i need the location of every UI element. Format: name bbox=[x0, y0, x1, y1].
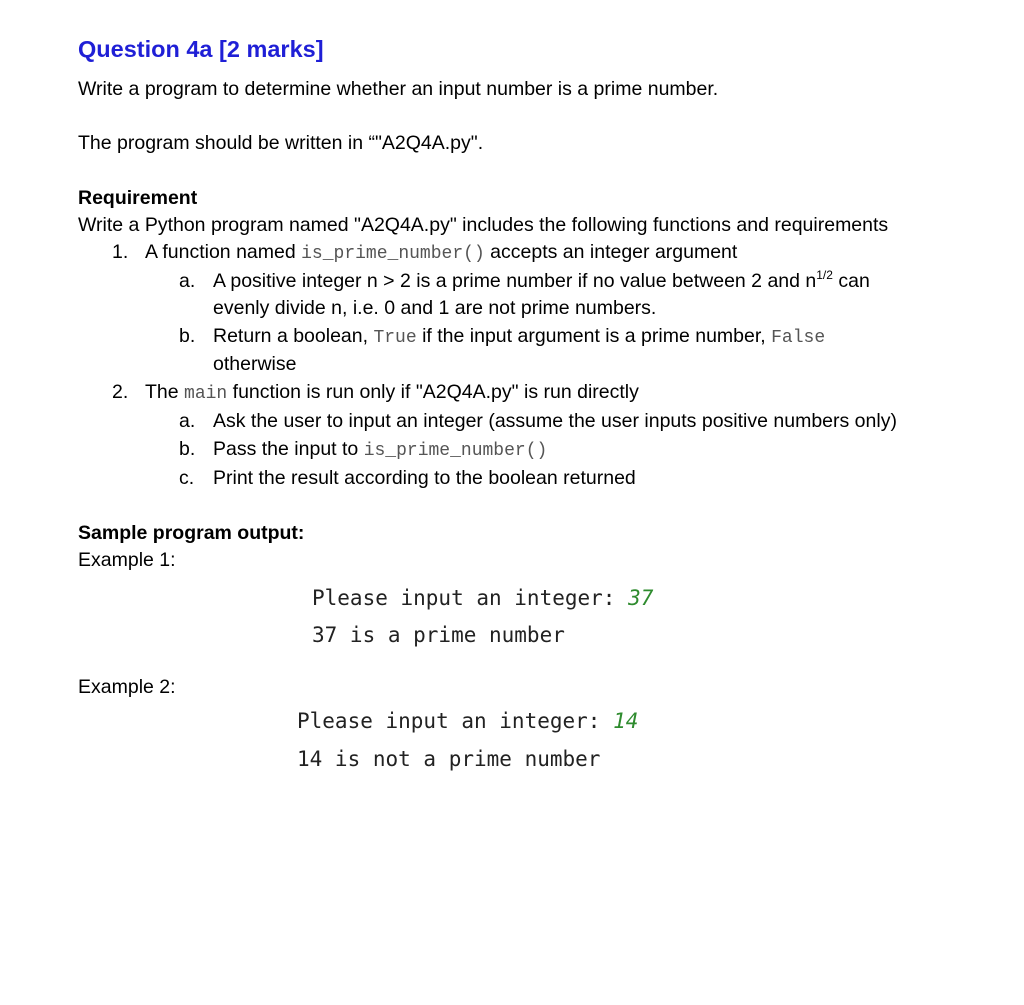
sub-item-text: Return a boolean, bbox=[213, 325, 369, 347]
list-item-text: accepts an integer argument bbox=[490, 241, 738, 263]
list-item-1 bbox=[112, 241, 737, 264]
console-line-result: 37 is a prime number bbox=[312, 623, 565, 647]
question-title: Question 4a [2 marks] bbox=[78, 36, 324, 62]
console-prompt: Please input an integer: bbox=[312, 586, 629, 610]
sub-item-text: A positive integer n > 2 is a prime number if no value between 2 and n bbox=[213, 270, 817, 292]
code-true: True bbox=[373, 328, 417, 348]
sub-item-text: if the input argument is a prime number, bbox=[422, 325, 766, 347]
list-marker: a. bbox=[179, 270, 196, 292]
sub-item-text: Ask the user to input an integer (assume the user inputs positive numbers only) bbox=[213, 410, 897, 432]
list-marker: c. bbox=[179, 467, 195, 489]
console-input: 14 bbox=[613, 709, 639, 733]
intro-text: Write a program to determine whether an input number is a prime number. bbox=[78, 78, 719, 100]
file-line: The program should be written in “"A2Q4A.py". bbox=[78, 132, 484, 154]
sub-item-1a-line2: evenly divide n, i.e. 0 and 1 are not prime numbers. bbox=[213, 297, 657, 319]
sample-heading: Sample program output: bbox=[78, 522, 305, 544]
list-item-text: A function named bbox=[145, 241, 296, 263]
list-item-text: The bbox=[145, 381, 179, 403]
console-input: 37 bbox=[628, 586, 654, 610]
sub-item-1b-line2: otherwise bbox=[213, 353, 297, 375]
code-is-prime-number: is_prime_number() bbox=[363, 441, 548, 461]
requirement-heading: Requirement bbox=[78, 187, 198, 209]
code-main: main bbox=[184, 384, 228, 404]
console-prompt: Please input an integer: bbox=[297, 709, 614, 733]
sub-item-2b bbox=[179, 438, 547, 461]
list-marker: b. bbox=[179, 438, 196, 460]
sub-item-2a bbox=[179, 410, 897, 433]
sub-item-2c bbox=[179, 467, 636, 490]
example-1-label: Example 1: bbox=[78, 549, 176, 571]
sub-item-text: Pass the input to bbox=[213, 438, 359, 460]
list-marker: a. bbox=[179, 410, 196, 432]
list-marker: 1. bbox=[112, 241, 129, 263]
list-item-text: function is run only if "A2Q4A.py" is run directly bbox=[232, 381, 639, 403]
sub-item-1a bbox=[179, 270, 870, 293]
requirement-lead: Write a Python program named "A2Q4A.py" includes the following functions and requirements bbox=[78, 214, 889, 236]
console-line-prompt bbox=[312, 586, 653, 610]
list-marker: 2. bbox=[112, 381, 129, 403]
sub-item-text: can bbox=[838, 270, 870, 292]
superscript: 1/2 bbox=[816, 268, 833, 282]
list-item-2 bbox=[112, 381, 639, 404]
code-is-prime-number: is_prime_number() bbox=[301, 244, 485, 264]
example-2-label: Example 2: bbox=[78, 676, 176, 698]
code-false: False bbox=[771, 328, 826, 348]
sub-item-text: Print the result according to the boolean returned bbox=[213, 467, 636, 489]
sub-item-1b bbox=[179, 325, 825, 348]
console-line-prompt bbox=[297, 709, 638, 733]
list-marker: b. bbox=[179, 325, 196, 347]
console-line-result: 14 is not a prime number bbox=[297, 747, 601, 771]
